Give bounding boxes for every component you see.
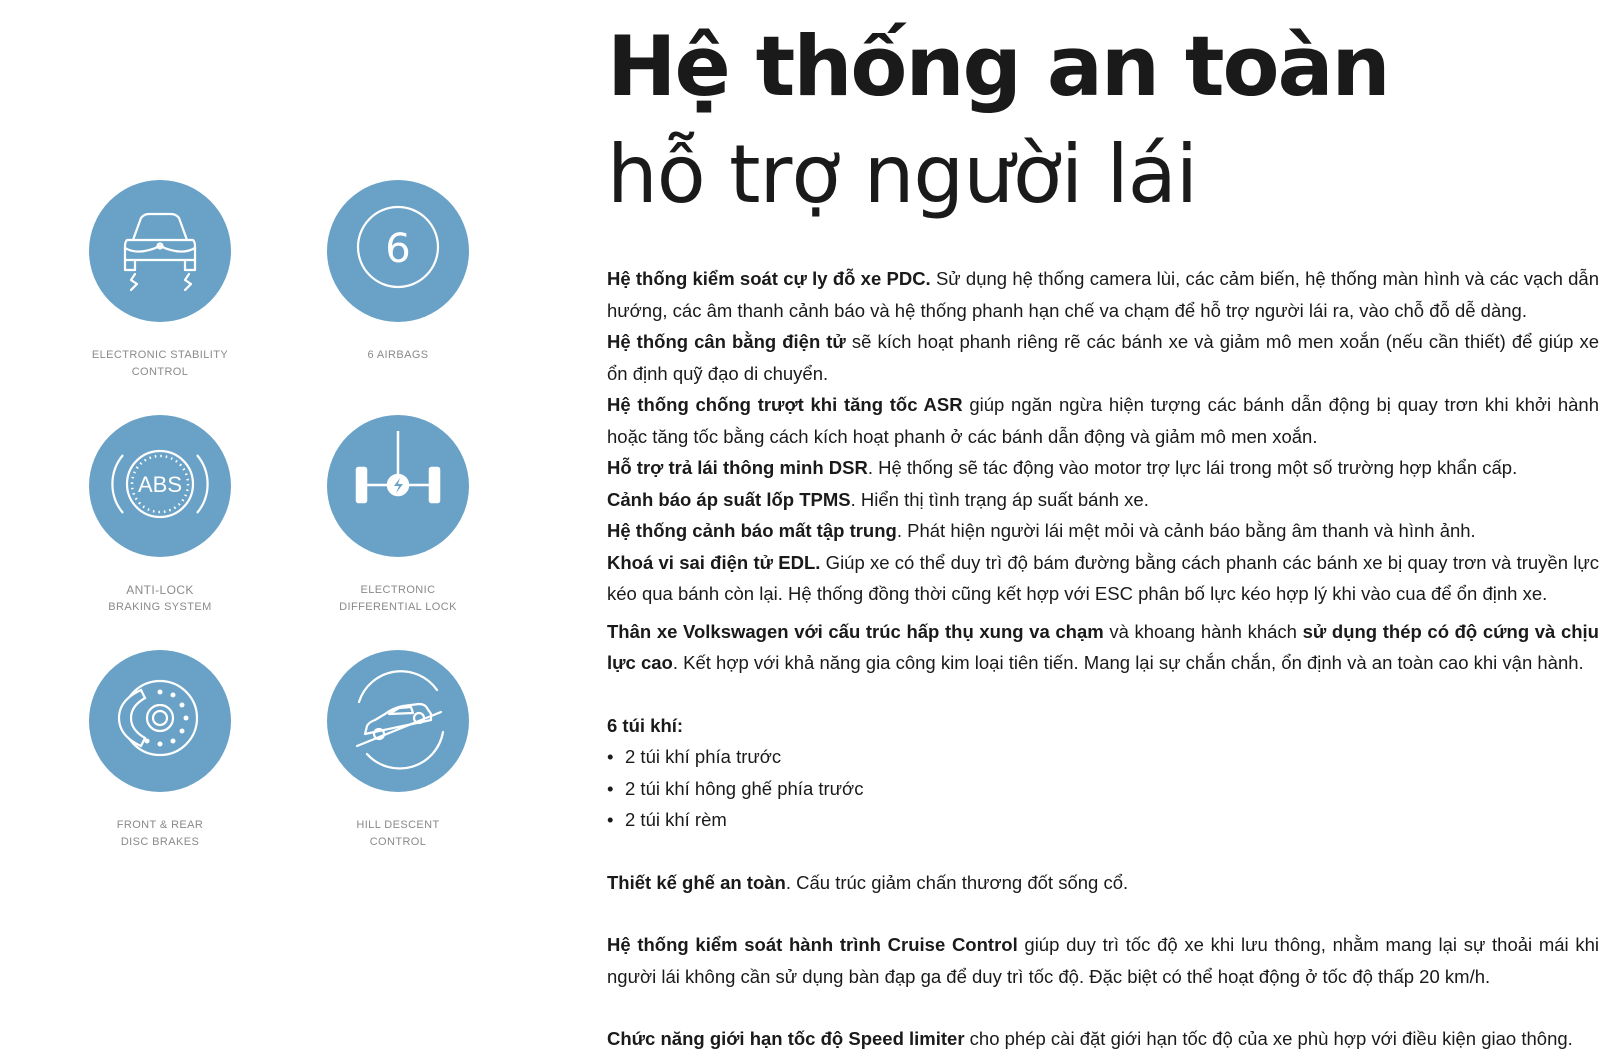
airbags-six-icon (327, 180, 469, 322)
paragraph-cruise: Hệ thống kiểm soát hành trình Cruise Control giúp duy trì tốc độ xe khi lưu thông, nhằm mang lại sự thoải mái khi người lái không cần sử dụng bàn đạp ga để duy trì tốc độ. Đặc biệt có thể hoạt động ở tốc độ thấp 20 km/h. (607, 934, 1600, 987)
paragraph-body: Thân xe Volkswagen với cấu trúc hấp thụ xung va chạm và khoang hành khách sử dụng thép có độ cứng và chịu lực cao. Kết hợp với khả năng gia công kim loại tiên tiến. Mang lại sự chắn chắn, ổn định và an toàn cao khi vận hành. (607, 620, 1599, 673)
abs-text: ABS (137, 472, 183, 497)
feature-label: FRONT & REAR DISC BRAKES (116, 819, 204, 848)
paragraph-esc: Hệ thống cân bằng điện tử sẽ kích hoạt phanh riêng rẽ các bánh xe và giảm mô men xoắn (nếu cần thiết) để giúp xe ổn định quỹ đạo di chuyển. (607, 331, 1599, 384)
airbags-heading: 6 túi khí: (607, 714, 684, 736)
feature-disc-brakes (60, 650, 260, 851)
list-item: • 2 túi khí phía trước (625, 741, 1599, 773)
airbags-number: 6 (385, 226, 411, 272)
feature-hill-descent (298, 650, 498, 851)
disc-brake-icon (89, 650, 231, 792)
page-subtitle: hỗ trợ người lái (607, 128, 1197, 221)
feature-esc (60, 180, 260, 381)
paragraph-asr: Hệ thống chống trượt khi tăng tốc ASR giúp ngăn ngừa hiện tượng các bánh dẫn động bị quay trơn khi khởi hành hoặc tăng tốc bằng cách kích hoạt phanh ở các bánh dẫn động và giảm mô men xoắn. (607, 394, 1599, 447)
feature-edl (298, 415, 498, 616)
list-item: • 2 túi khí hông ghế phía trước (625, 773, 1599, 805)
feature-abs (60, 415, 260, 616)
feature-label: ANTI-LOCK BRAKING SYSTEM (108, 583, 212, 613)
paragraph-dsr: Hỗ trợ trả lái thông minh DSR. Hệ thống sẽ tác động vào motor trợ lực lái trong một số trường hợp khẩn cấp. (607, 457, 1518, 478)
paragraph-edl: Khoá vi sai điện tử EDL. Giúp xe có thể duy trì độ bám đường bằng cách phanh các bánh xe bị quay trơn và truyền lực kéo qua bánh còn lại. Hệ thống đồng thời cũng kết hợp với ESC phân bố lực kéo hợp lý khi vào cua để ổn định xe. (607, 551, 1600, 604)
feature-airbags (298, 180, 498, 364)
abs-icon (89, 415, 231, 557)
list-item: • 2 túi khí rèm (625, 804, 1599, 836)
paragraph-seat: Thiết kế ghế an toàn. Cấu trúc giảm chấn thương đốt sống cổ. (607, 871, 1129, 893)
feature-label: ELECTRONIC DIFFERENTIAL LOCK (339, 584, 457, 613)
paragraph-fatigue: Hệ thống cảnh báo mất tập trung. Phát hiện người lái mệt mỏi và cảnh báo bằng âm thanh và hình ảnh. (607, 520, 1476, 541)
paragraph-tpms: Cảnh báo áp suất lốp TPMS. Hiển thị tình trạng áp suất bánh xe. (607, 488, 1149, 510)
page-title: Hệ thống an toàn (607, 18, 1389, 115)
car-stability-icon (89, 180, 231, 322)
feature-label: HILL DESCENT CONTROL (356, 819, 440, 848)
hill-descent-icon (327, 650, 469, 792)
paragraph-limiter: Chức năng giới hạn tốc độ Speed limiter cho phép cài đặt giới hạn tốc độ của xe phù hợp với điều kiện giao thông. (607, 1028, 1573, 1049)
airbags-list (607, 741, 1599, 836)
feature-label: 6 AIRBAGS (367, 349, 429, 361)
feature-label: ELECTRONIC STABILITY CONTROL (91, 349, 229, 378)
safety-content (607, 263, 1599, 1055)
paragraph-pdc: Hệ thống kiểm soát cự ly đỗ xe PDC. Sử dụng hệ thống camera lùi, các cảm biến, hệ thống màn hình và các vạch dẫn hướng, các âm thanh cảnh báo và hệ thống phanh hạn chế va chạm để hỗ trợ người lái ra, vào chỗ đỗ dễ dàng. (607, 268, 1599, 321)
differential-lock-icon (327, 415, 469, 557)
